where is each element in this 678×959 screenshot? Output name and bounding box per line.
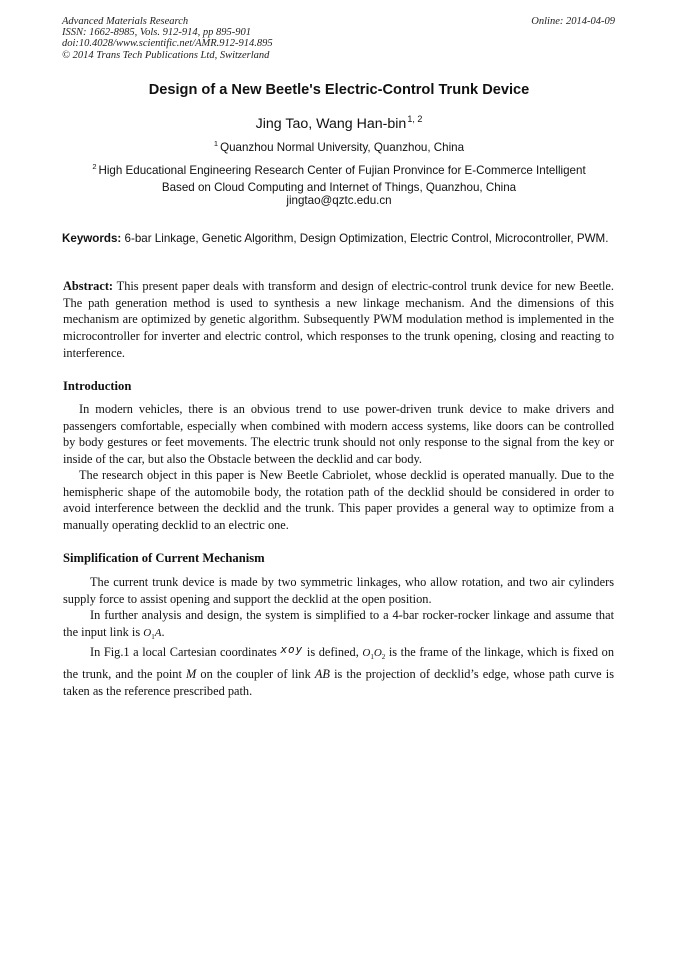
author-names: Jing Tao, Wang Han-bin [255,116,407,132]
affiliation-2-text-line1: High Educational Engineering Research Center of Fujian Pronvince for E-Commerce Intelligent [98,164,586,177]
keywords-label: Keywords: [62,232,122,245]
paragraph-2-text: In further analysis and design, the system is simplified to a 4-bar rocker-rocker linkage and assume that the input link is [63,608,614,639]
affiliation-2-first-line [62,159,616,180]
paper-title: Design of a New Beetle's Electric-Control Trunk Device [148,82,530,98]
author-line [62,114,616,132]
abstract-block [63,278,614,362]
coordinate-system-symbol: xoy [280,643,304,656]
affiliation-1 [62,136,616,157]
paragraph-3-text-b: is defined, [306,645,359,659]
affiliation-2 [62,159,616,196]
keywords-block [62,231,613,248]
affiliation-1-text: Quanzhou Normal University, Quanzhou, China [220,141,465,154]
symbol-o2: O [373,647,382,659]
abstract-label: Abstract: [63,279,114,293]
symbol-a: A [154,626,162,639]
paragraph-3-text-d: on the coupler of link [200,666,311,681]
paragraph-3-text-a: In Fig.1 a local Cartesian coordinates [90,645,277,659]
doi-line: doi:10.4028/www.scientific.net/AMR.912-914.895 [62,38,273,50]
symbol-subscript-1: 1 [370,653,374,662]
symbol-o1: O [362,647,371,659]
online-date: Online: 2014-04-09 [531,16,615,27]
author-email: jingtao@qztc.edu.cn [286,194,392,207]
abstract-text: This present paper deals with transform and design of electric-control trunk device for new Beetle. The path generation method is used to synthesis a new linkage mechanism. And the dimensions of this mechanism are optimized by genetic algorithm. Subsequently PWM modulation method is implemented in the microcontroller for inverter and electric control, which responses to the trunk opening, closing and reacting to interference. [63,279,614,360]
introduction-heading: Introduction [63,379,132,393]
frame-symbol [362,647,386,662]
simplification-heading: Simplification of Current Mechanism [63,551,265,565]
paragraph-3-text-c: is the frame of the linkage, which is fixed on the trunk, and the point [63,645,614,681]
copyright-line: © 2014 Trans Tech Publications Ltd, Switzerland [62,49,270,61]
keywords-text: 6-bar Linkage, Genetic Algorithm, Design Optimization, Electric Control, Microcontroller, PWM. [124,232,609,245]
journal-header [62,16,273,61]
symbol-subscript-2: 2 [381,653,386,662]
author-affiliation-marks: 1, 2 [407,114,423,124]
affiliation-1-number: 1 [213,139,219,148]
paragraph-3-text-e: is the projection of decklid’s edge, whose path curve is taken as the reference prescribed path. [63,666,614,698]
introduction-paragraph-2: The research object in this paper is New Beetle Cabriolet, whose decklid is operated manually. Due to the hemispheric shape of the automobile body, the rotation path of the decklid should be considered in order to avoid interference between the decklid and the trunk. This paper provides a general way to optimize from a manually operating decklid to an electric one. [63,468,614,533]
affiliation-2-number: 2 [92,162,97,171]
input-link-symbol [143,627,161,639]
link-ab-symbol: AB [314,666,330,681]
simplification-paragraph-2 [63,607,614,646]
affiliation-2-text-line2: Based on Cloud Computing and Internet of Things, Quanzhou, China [161,180,517,194]
introduction-paragraph-1: In modern vehicles, there is an obvious trend to use power-driven trunk device to make drivers and passengers comfortable, especially when combined with modern access systems, like doors can be controlled by body gestures or feet movements. The electric trunk should not only response to the signal from the key or inside of the car, but also the Obstacle between the decklid and car body. [63,402,614,467]
simplification-paragraph-3 [63,642,614,699]
issn-line: ISSN: 1662-8985, Vols. 912-914, pp 895-901 [62,27,251,39]
point-m-symbol: M [186,666,197,681]
journal-name: Advanced Materials Research [62,16,189,27]
symbol-subscript: 1 [151,632,155,641]
sentence-end: . [161,624,165,639]
symbol-o: O [143,626,152,639]
simplification-paragraph-1: The current trunk device is made by two symmetric linkages, who allow rotation, and two air cylinders supply force to assist opening and support the decklid at the open position. [63,575,614,606]
